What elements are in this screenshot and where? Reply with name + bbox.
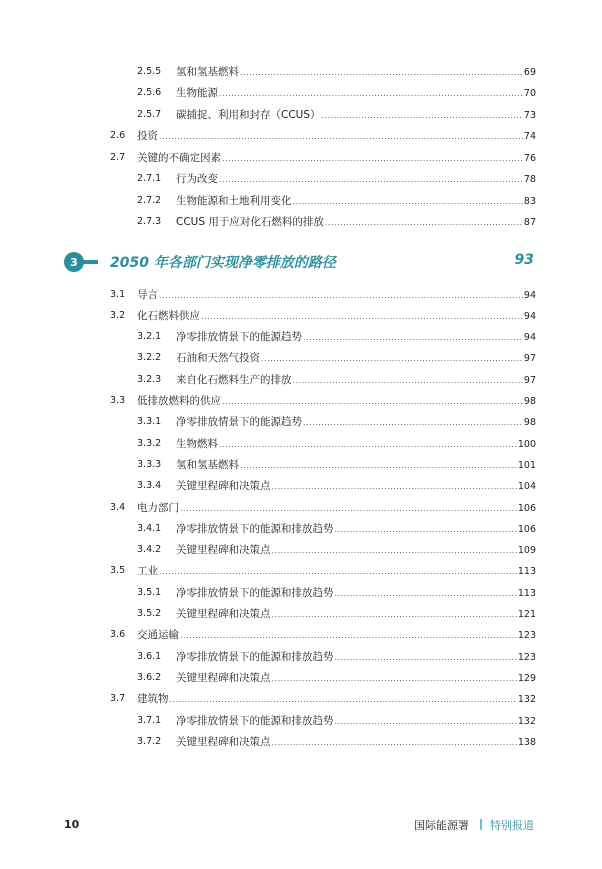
toc-entry-line xyxy=(176,670,536,685)
toc-entry-line xyxy=(176,214,536,229)
toc-entry[interactable] xyxy=(0,561,602,581)
toc-entry-title: 关键里程碑和决策点 xyxy=(176,608,271,620)
toc-entry-line xyxy=(176,606,536,621)
toc-entry-line xyxy=(176,649,536,664)
footer-page-number: 10 xyxy=(64,818,80,831)
toc-entry-number: 2.6 xyxy=(110,130,126,141)
toc-entry-page: 69 xyxy=(523,66,536,78)
toc-entry-page: 104 xyxy=(517,481,536,493)
toc-entry-number: 3.2 xyxy=(110,309,126,321)
toc-entry-page: 97 xyxy=(523,353,536,365)
toc-entry-line xyxy=(176,85,536,100)
toc-entry-line xyxy=(176,372,536,387)
toc-entry-page: 113 xyxy=(517,566,536,578)
toc-dot-leader xyxy=(325,219,523,227)
toc-entry-number: 2.7.1 xyxy=(137,173,162,184)
toc-dot-leader xyxy=(272,739,517,747)
chapter-heading[interactable] xyxy=(60,250,540,274)
toc-dot-leader xyxy=(322,112,523,120)
toc-entry-line xyxy=(176,542,536,557)
toc-entry[interactable] xyxy=(0,348,602,368)
toc-entry-title: 净零排放情景下的能源和排放趋势 xyxy=(176,714,334,727)
toc-entry[interactable] xyxy=(0,497,602,517)
toc-entry-number: 3.4 xyxy=(110,501,126,513)
toc-entry-page: 98 xyxy=(523,417,536,429)
toc-entry-line xyxy=(137,128,536,143)
toc-entry-number: 3.5.1 xyxy=(137,586,162,598)
toc-dot-leader xyxy=(272,547,517,555)
toc-entry-page: 73 xyxy=(523,109,536,121)
toc-entry-title: 建筑物 xyxy=(137,693,169,706)
toc-entry[interactable] xyxy=(0,147,602,167)
toc-entry-title: 导言 xyxy=(137,288,158,301)
toc-entry-title: 交通运输 xyxy=(137,629,179,642)
toc-dot-leader xyxy=(293,198,523,206)
toc-entry-number: 2.5.5 xyxy=(137,65,162,77)
toc-entry-number: 3.3 xyxy=(110,395,126,406)
toc-entry-number: 3.7 xyxy=(110,693,126,705)
toc-entry[interactable] xyxy=(0,284,602,304)
toc-entry-line xyxy=(176,436,536,451)
toc-entry[interactable] xyxy=(0,518,602,538)
toc-entry-page: 83 xyxy=(523,195,536,207)
toc-entry-number: 3.5.2 xyxy=(137,608,162,619)
toc-entry-page: 123 xyxy=(517,651,536,663)
toc-entry-title: 电力部门 xyxy=(137,501,179,514)
toc-entry-page: 74 xyxy=(523,131,536,142)
toc-dot-leader xyxy=(159,568,517,576)
toc-entry-line xyxy=(176,734,536,749)
toc-entry-title: 净零排放情景下的能源趋势 xyxy=(176,331,302,344)
toc-dot-leader xyxy=(240,69,523,77)
toc-entry-page: 106 xyxy=(517,502,536,514)
toc-entry-page: 70 xyxy=(523,88,536,99)
toc-entry-line xyxy=(176,521,536,536)
toc-entry-line xyxy=(176,107,536,122)
toc-entry-page: 106 xyxy=(517,523,536,535)
toc-entry-number: 2.5.7 xyxy=(137,108,162,120)
toc-entry-number: 3.1 xyxy=(110,288,126,300)
toc-entry-line xyxy=(176,350,536,365)
toc-entry-title: 投资 xyxy=(137,130,158,142)
footer-separator: | xyxy=(479,817,484,830)
toc-entry-line xyxy=(176,64,536,79)
toc-entry-line xyxy=(176,193,536,208)
toc-entry-number: 3.5 xyxy=(110,565,126,577)
toc-entry[interactable] xyxy=(0,604,602,624)
toc-entry[interactable] xyxy=(0,212,602,232)
toc-entry-page: 138 xyxy=(517,736,536,748)
chapter-number-badge: 3 xyxy=(64,252,84,272)
toc-entry-line xyxy=(176,171,536,186)
toc-entry-title: 化石燃料供应 xyxy=(137,309,200,322)
toc-entry-page: 94 xyxy=(523,332,536,344)
toc-entry-page: 109 xyxy=(517,545,536,557)
toc-entry-line xyxy=(176,713,536,728)
toc-entry-number: 3.4.1 xyxy=(137,522,162,534)
toc-dot-leader xyxy=(170,696,517,704)
toc-entry[interactable] xyxy=(0,476,602,496)
toc-entry-number: 3.3.1 xyxy=(137,416,162,428)
toc-dot-leader xyxy=(293,377,523,385)
toc-entry[interactable] xyxy=(0,126,602,146)
toc-entry-page: 87 xyxy=(523,217,536,228)
toc-entry-title: 生物燃料 xyxy=(176,437,218,450)
toc-entry-line xyxy=(137,563,536,578)
toc-entry-title: 工业 xyxy=(137,565,158,578)
toc-dot-leader xyxy=(219,441,517,449)
toc-entry[interactable] xyxy=(0,412,602,432)
toc-entry[interactable] xyxy=(0,83,602,103)
toc-entry[interactable] xyxy=(0,391,602,411)
toc-entry-page: 132 xyxy=(517,694,536,706)
toc-entry-line xyxy=(137,393,536,408)
toc-entry-number: 3.7.1 xyxy=(137,714,162,726)
toc-dot-leader xyxy=(180,505,517,513)
toc-entry-title: 碳捕捉、利用和封存（CCUS） xyxy=(176,108,321,121)
toc-entry-number: 3.3.4 xyxy=(137,480,162,492)
toc-entry-number: 3.3.3 xyxy=(137,458,162,470)
toc-entry-page: 97 xyxy=(523,374,536,386)
toc-entry[interactable] xyxy=(0,305,602,325)
toc-dot-leader xyxy=(272,611,517,619)
toc-entry-title: 氢和氢基燃料 xyxy=(176,458,239,471)
toc-dot-leader xyxy=(159,133,523,141)
toc-entry-title: 氢和氢基燃料 xyxy=(176,65,239,78)
toc-entry[interactable] xyxy=(0,104,602,124)
toc-entry[interactable] xyxy=(0,731,602,751)
toc-entry[interactable] xyxy=(0,369,602,389)
toc-dot-leader xyxy=(303,334,523,342)
toc-entry-line xyxy=(176,457,536,472)
toc-entry-title: 来自化石燃料生产的排放 xyxy=(176,373,292,386)
toc-entry-title: 关键里程碑和决策点 xyxy=(176,544,271,557)
toc-entry-line xyxy=(137,627,536,642)
toc-entry-page: 76 xyxy=(523,152,536,164)
toc-entry-title: 生物能源 xyxy=(176,87,218,99)
toc-dot-leader xyxy=(222,398,523,406)
toc-entry[interactable] xyxy=(0,327,602,347)
toc-entry-page: 113 xyxy=(517,587,536,599)
toc-entry-page: 78 xyxy=(523,174,536,185)
page-footer xyxy=(0,812,602,836)
toc-entry-title: 石油和天然气投资 xyxy=(176,352,260,365)
toc-entry-number: 2.5.6 xyxy=(137,87,162,98)
toc-entry-number: 3.2.1 xyxy=(137,331,162,343)
toc-entry-title: CCUS 用于应对化石燃料的排放 xyxy=(176,216,324,228)
toc-entry-number: 3.2.3 xyxy=(137,373,162,385)
toc-entry[interactable] xyxy=(0,433,602,453)
toc-entry-line xyxy=(137,150,536,165)
toc-entry-page: 94 xyxy=(523,310,536,322)
toc-entry-line xyxy=(176,585,536,600)
toc-entry-number: 3.4.2 xyxy=(137,544,162,556)
toc-entry[interactable] xyxy=(0,190,602,210)
toc-entry-page: 121 xyxy=(517,609,536,620)
toc-entry-number: 3.2.2 xyxy=(137,352,162,364)
chapter-title: 2050 年各部门实现净零排放的路径 xyxy=(110,255,336,271)
toc-entry[interactable] xyxy=(0,710,602,730)
toc-entry-title: 行为改变 xyxy=(176,173,218,185)
toc-dot-leader xyxy=(335,526,517,534)
toc-entry-number: 2.7.2 xyxy=(137,194,162,206)
toc-dot-leader xyxy=(222,155,523,163)
toc-dot-leader xyxy=(335,654,517,662)
toc-entry-line xyxy=(176,478,536,493)
toc-entry[interactable] xyxy=(0,689,602,709)
toc-entry-number: 3.3.2 xyxy=(137,437,162,449)
toc-entry-title: 关键里程碑和决策点 xyxy=(176,671,271,684)
toc-dot-leader xyxy=(335,590,517,598)
toc-entry-page: 132 xyxy=(517,715,536,727)
toc-entry-number: 3.7.2 xyxy=(137,735,162,747)
toc-entry-title: 关键里程碑和决策点 xyxy=(176,480,271,493)
toc-entry-title: 低排放燃料的供应 xyxy=(137,395,221,407)
toc-entry[interactable] xyxy=(0,61,602,81)
toc-dot-leader xyxy=(303,419,523,427)
toc-dot-leader xyxy=(219,176,523,184)
toc-dot-leader xyxy=(261,355,523,363)
toc-dot-leader xyxy=(335,718,517,726)
toc-entry-page: 94 xyxy=(523,289,536,301)
toc-dot-leader xyxy=(201,313,523,321)
toc-entry-title: 关键里程碑和决策点 xyxy=(176,735,271,748)
toc-entry-title: 净零排放情景下的能源和排放趋势 xyxy=(176,650,334,663)
toc-dot-leader xyxy=(272,483,517,491)
toc-entry[interactable] xyxy=(0,169,602,189)
toc-entry-line xyxy=(137,287,536,302)
toc-dot-leader xyxy=(240,462,517,470)
toc-entry-number: 2.7.3 xyxy=(137,216,162,227)
toc-entry-title: 生物能源和土地利用变化 xyxy=(176,194,292,207)
toc-dot-leader xyxy=(219,90,523,98)
toc-dot-leader xyxy=(159,292,523,300)
toc-entry-number: 3.6.1 xyxy=(137,650,162,662)
toc-entry[interactable] xyxy=(0,625,602,645)
toc-entry-number: 3.6.2 xyxy=(137,671,162,683)
footer-organization: 国际能源署 xyxy=(414,819,469,832)
toc-entry-title: 净零排放情景下的能源和排放趋势 xyxy=(176,522,334,535)
toc-entry-line xyxy=(176,329,536,344)
toc-entry-page: 123 xyxy=(517,630,536,642)
footer-report-name: 特别报道 xyxy=(490,819,534,832)
toc-entry-line xyxy=(137,691,536,706)
toc-entry[interactable] xyxy=(0,667,602,687)
toc-entry-page: 101 xyxy=(517,459,536,471)
toc-entry-title: 关键的不确定因素 xyxy=(137,151,221,164)
toc-entry[interactable] xyxy=(0,540,602,560)
toc-entry-number: 2.7 xyxy=(110,151,126,163)
toc-entry-line xyxy=(137,500,536,515)
toc-entry-page: 98 xyxy=(523,396,536,407)
toc-entry-number: 3.6 xyxy=(110,629,126,641)
toc-entry-page: 100 xyxy=(517,438,536,450)
toc-entry[interactable] xyxy=(0,646,602,666)
toc-entry-line xyxy=(137,308,536,323)
toc-entry[interactable] xyxy=(0,582,602,602)
toc-entry-line xyxy=(176,414,536,429)
toc-entry-title: 净零排放情景下的能源和排放趋势 xyxy=(176,586,334,599)
toc-entry[interactable] xyxy=(0,454,602,474)
toc-dot-leader xyxy=(272,675,517,683)
chapter-page-number: 93 xyxy=(514,252,534,268)
toc-dot-leader xyxy=(180,632,517,640)
toc-entry-title: 净零排放情景下的能源趋势 xyxy=(176,416,302,429)
toc-entry-page: 129 xyxy=(517,672,536,684)
